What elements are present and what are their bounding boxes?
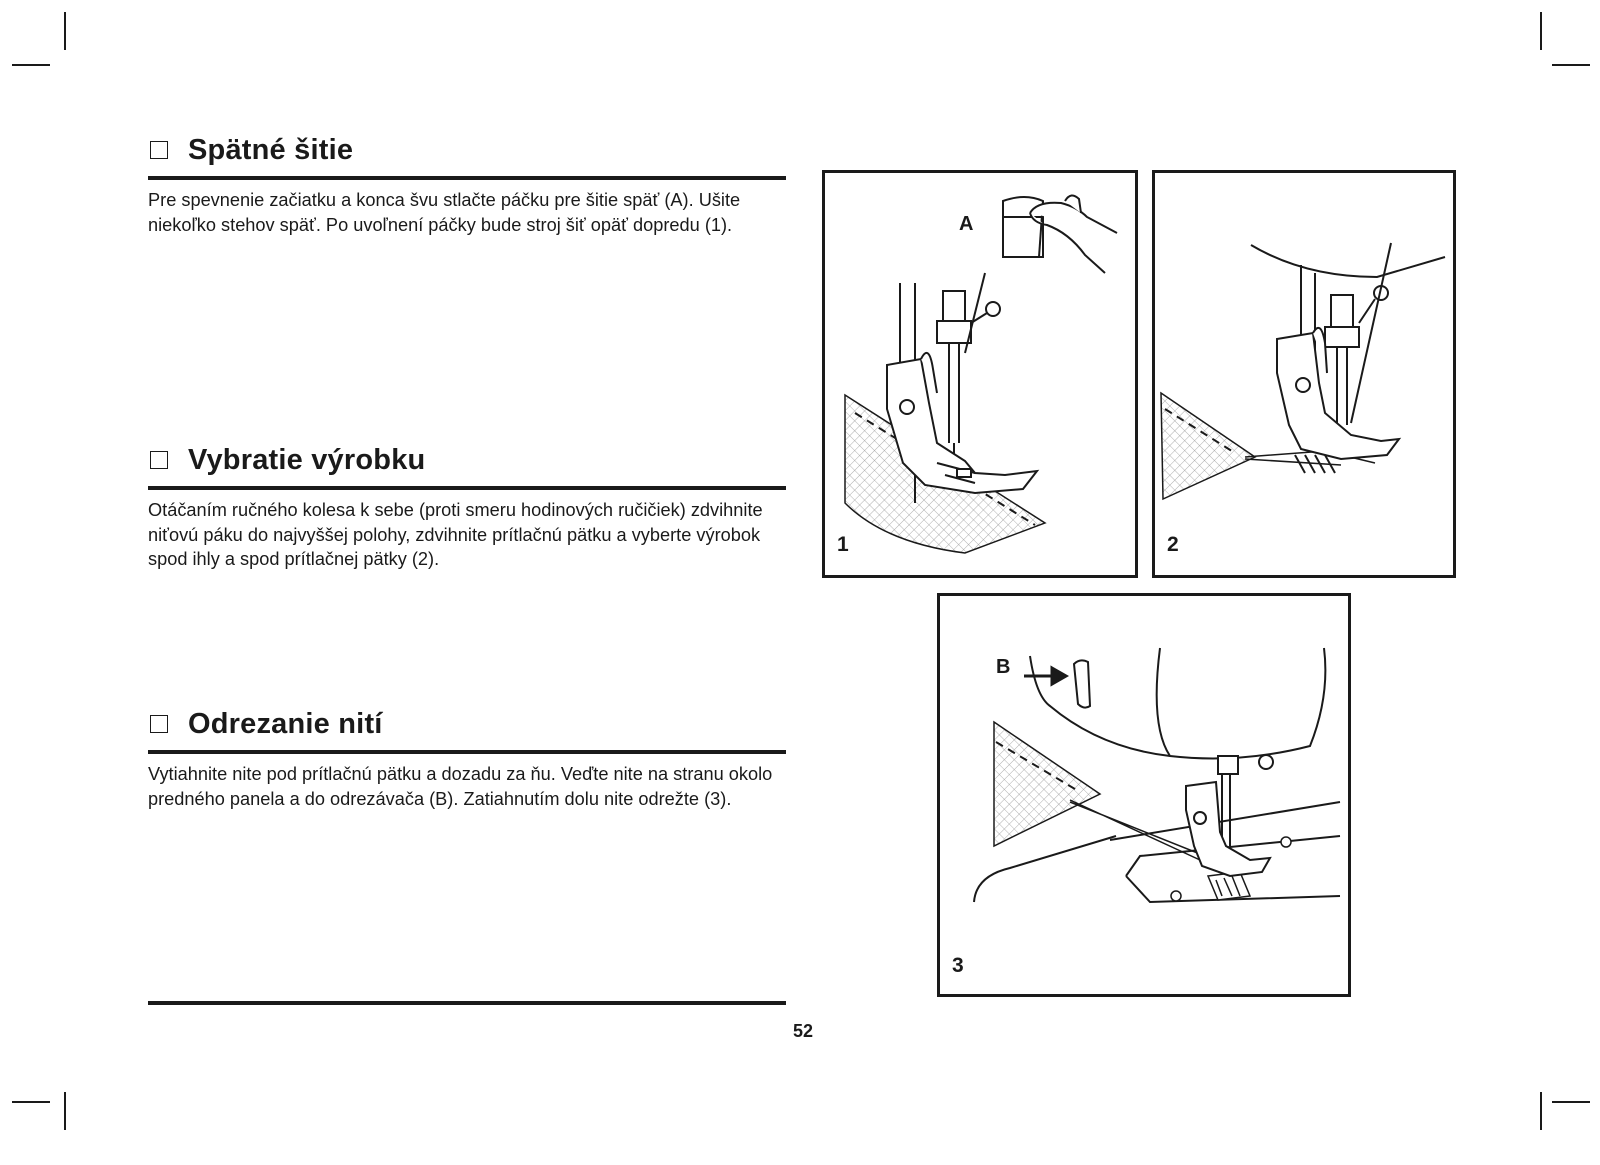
figure-label-b: B — [996, 656, 1011, 678]
section-body: Vytiahnite nite pod prítlačnú pätku a dozadu za ňu. Veďte nite na stranu okolo predného panela a do odrezávača (B). Zatiahnutím dolu nite odrežte (3). — [148, 764, 773, 809]
crop-mark-bottom-left-horizontal — [12, 1101, 50, 1103]
figure-number: 1 — [837, 533, 849, 556]
crop-mark-top-left-vertical — [64, 12, 66, 50]
section-title: Vybratie výrobku — [188, 443, 426, 476]
needle-icon — [1218, 755, 1273, 846]
section-reverse-sewing — [148, 128, 786, 237]
crop-mark-top-right-vertical — [1540, 12, 1542, 50]
crop-mark-bottom-right-vertical — [1540, 1092, 1542, 1130]
page-number: 52 — [792, 1021, 814, 1041]
presser-foot-icon — [1186, 782, 1270, 876]
section-body: Otáčaním ručného kolesa k sebe (proti smeru hodinových ručičiek) zdvihnite niťovú páku do najvyššej polohy, zdvihnite prítlačnú pätku a vyberte výrobok spod ihly a spod prítlačnej pätky (2). — [148, 500, 763, 569]
checkbox-icon — [150, 141, 168, 159]
fabric-icon — [994, 722, 1100, 846]
section-heading — [148, 702, 786, 746]
figure-1-panel — [822, 170, 1138, 578]
section-cut-threads — [148, 702, 786, 811]
section-heading — [148, 128, 786, 172]
section-rule — [148, 750, 786, 754]
figure-1-illustration — [825, 173, 1135, 575]
figure-number: 3 — [952, 954, 964, 977]
section-title: Odrezanie nití — [188, 707, 383, 740]
crop-mark-top-left-horizontal — [12, 64, 50, 66]
arrow-right-icon — [1024, 668, 1066, 684]
section-rule — [148, 486, 786, 490]
crop-mark-bottom-left-vertical — [64, 1092, 66, 1130]
section-body: Pre spevnenie začiatku a konca švu stlačte páčku pre šitie späť (A). Ušite niekoľko stehov späť. Po uvoľnení páčky bude stroj šiť opäť dopredu (1). — [148, 190, 741, 235]
thread-cutter-icon — [1074, 660, 1090, 707]
needle-icon — [1325, 243, 1391, 425]
section-rule — [148, 176, 786, 180]
fabric-icon — [1161, 393, 1255, 499]
section-remove-work — [148, 438, 786, 572]
crop-mark-bottom-right-horizontal — [1552, 1101, 1590, 1103]
figure-2-illustration — [1155, 173, 1453, 575]
crop-mark-top-right-horizontal — [1552, 64, 1590, 66]
checkbox-icon — [150, 715, 168, 733]
bottom-rule — [148, 1001, 786, 1005]
checkbox-icon — [150, 451, 168, 469]
figure-2-panel — [1152, 170, 1456, 578]
figure-number: 2 — [1167, 533, 1179, 556]
section-heading — [148, 438, 786, 482]
figure-3-panel — [937, 593, 1351, 997]
section-title: Spätné šitie — [188, 133, 354, 166]
figure-label-a: A — [959, 213, 974, 235]
needle-icon — [937, 273, 1000, 473]
